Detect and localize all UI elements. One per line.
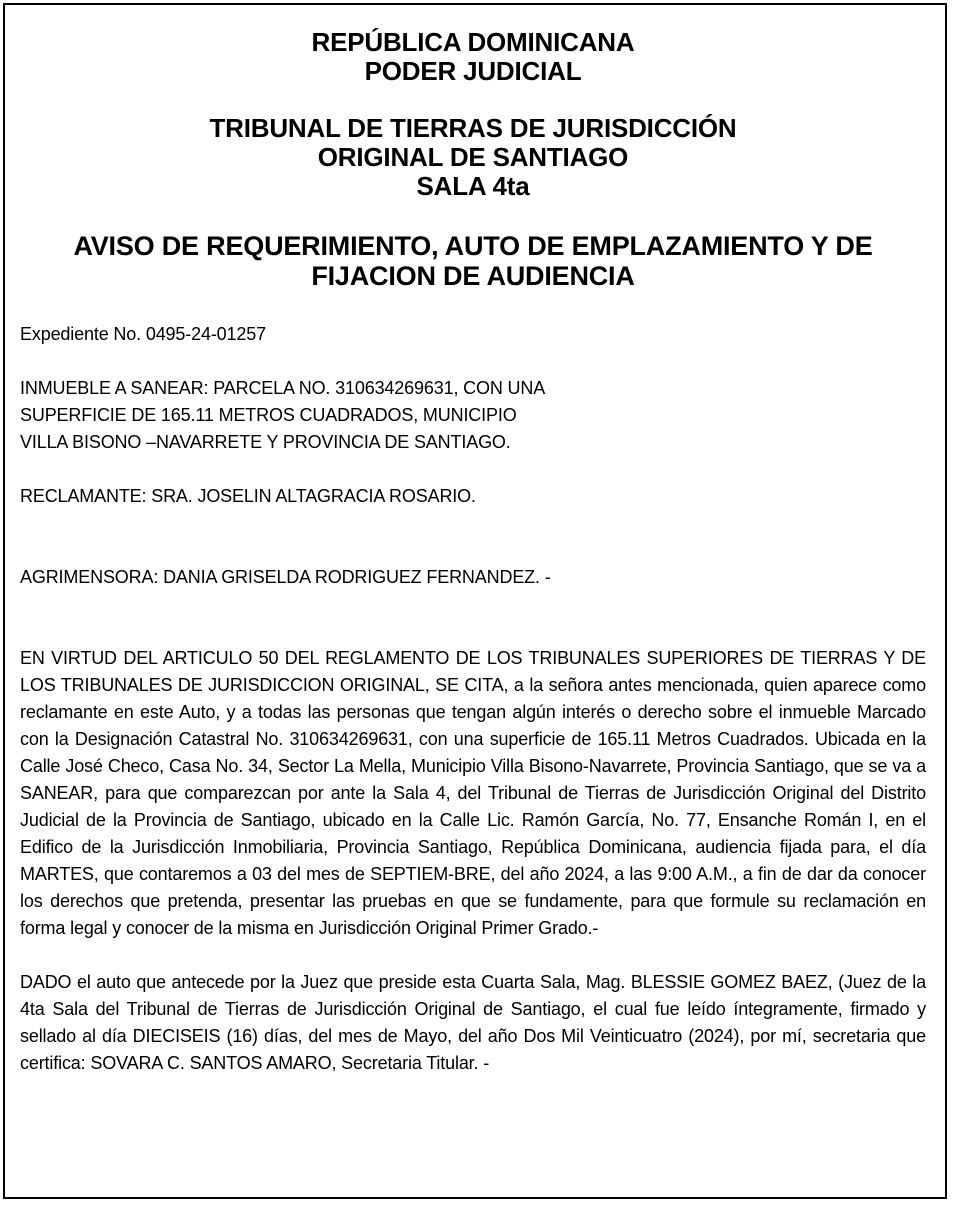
notice-header [20, 28, 926, 291]
inmueble-line: VILLA BISONO –NAVARRETE Y PROVINCIA DE SANTIAGO. [20, 432, 511, 452]
reclamante: RECLAMANTE: SRA. JOSELIN ALTAGRACIA ROSARIO. [20, 486, 476, 506]
notice-body [20, 321, 926, 1077]
expediente-number: Expediente No. 0495-24-01257 [20, 324, 266, 344]
citation-paragraph: EN VIRTUD DEL ARTICULO 50 DEL REGLAMENTO DE LOS TRIBUNALES SUPERIORES DE TIERRAS Y DE LOS TRIBUNALES DE JURISDICCION ORIGINAL, SE CITA, a la señora antes mencionada, quien aparece como reclamante en este Auto, y a todas las personas que tengan algún interés o derecho sobre el inmueble Marcado con la Designación Catastral No. 310634269631, con una superficie de 165.11 Metros Cuadrados. Ubicada en la Calle José Checo, Casa No. 34, Sector La Mella, Municipio Villa Bisono-Navarrete, Provincia Santiago, que se va a SANEAR, para que comparezcan por ante la Sala 4, del Tribunal de Tierras de Jurisdicción Original del Distrito Judicial de la Provincia de Santiago, ubicado en la Calle Lic. Ramón García, No. 77, Ensanche Román I, en el Edifico de la Jurisdicción Inmobiliaria, Provincia Santiago, República Dominicana, audiencia fijada para, el día MARTES, que contaremos a 03 del mes de SEPTIEM-BRE, del año 2024, a las 9:00 A.M., a fin de dar da conocer los derechos que pretenda, presentar las pruebas en que se fundamente, para que formule su reclamación en forma legal y conocer de la misma en Jurisdicción Original Primer Grado.- [20, 648, 926, 938]
inmueble-line: INMUEBLE A SANEAR: PARCELA NO. 310634269631, CON UNA [20, 378, 546, 398]
notice-title-cont: FIJACION DE AUDIENCIA [311, 261, 635, 291]
tribunal-title: TRIBUNAL DE TIERRAS DE JURISDICCIÓN [209, 113, 737, 143]
judicial-power-title: PODER JUDICIAL [364, 56, 582, 86]
notice-title: AVISO DE REQUERIMIENTO, AUTO DE EMPLAZAMIENTO Y DE [73, 231, 873, 261]
notice-content [20, 28, 926, 1077]
country-title: REPÚBLICA DOMINICANA [311, 27, 635, 57]
tribunal-title-cont: ORIGINAL DE SANTIAGO [317, 142, 629, 172]
signature-paragraph: DADO el auto que antecede por la Juez que preside esta Cuarta Sala, Mag. BLESSIE GOMEZ BAEZ, (Juez de la 4ta Sala del Tribunal de Tierras de Jurisdicción Original de Santiago, el cual fue leído íntegramente, firmado y sellado al día DIECISEIS (16) días, del mes de Mayo, del año Dos Mil Veinticuatro (2024), por mí, secretaria que certifica: SOVARA C. SANTOS AMARO, Secretaria Titular. - [20, 972, 926, 1073]
sala-title: SALA 4ta [416, 171, 530, 201]
agrimensora: AGRIMENSORA: DANIA GRISELDA RODRIGUEZ FERNANDEZ. - [20, 567, 551, 587]
inmueble-line: SUPERFICIE DE 165.11 METROS CUADRADOS, MUNICIPIO [20, 405, 517, 425]
